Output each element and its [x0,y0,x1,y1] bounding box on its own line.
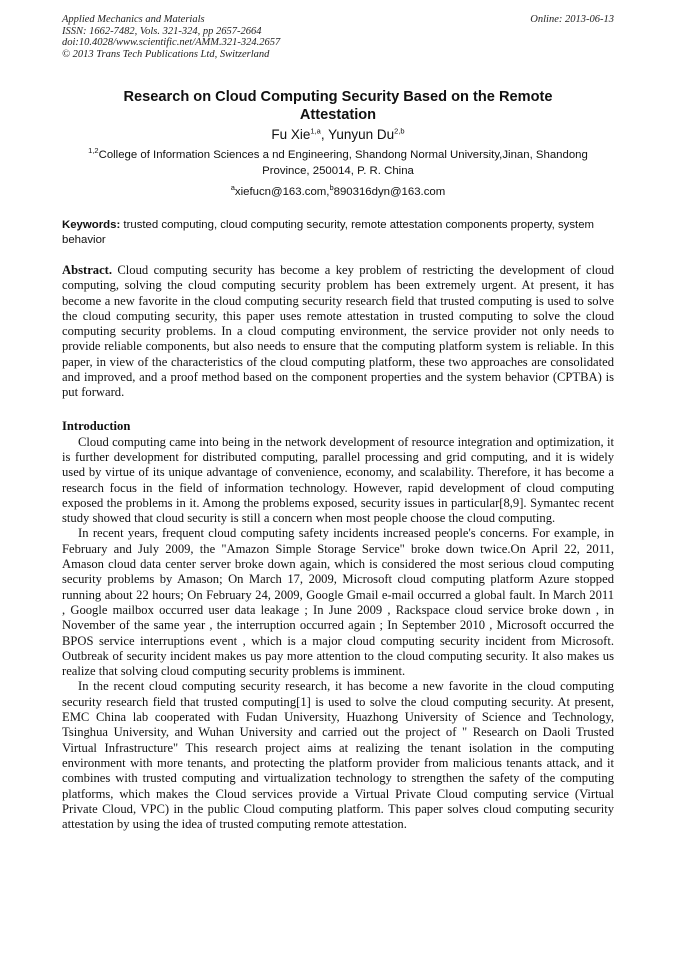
affiliation [62,148,614,179]
affiliation-sup: 1,2 [88,146,99,156]
author-separator: , [320,127,329,142]
paper-title [62,88,614,124]
abstract [62,263,614,401]
journal-header [62,14,614,60]
journal-issn: ISSN: 1662-7482, Vols. 321-324, pp 2657-2664 [62,25,262,37]
paper-title-line2: Attestation [299,107,377,123]
email-b-sup: b [329,183,334,193]
introduction-body [62,435,614,833]
keywords-text: trusted computing, cloud computing security, remote attestation components property, system behavior [62,219,595,246]
paper-title-line1: Research on Cloud Computing Security Based on the Remote [123,89,553,105]
email-b: 890316dyn@163.com [333,186,446,198]
journal-name: Applied Mechanics and Materials [62,14,205,25]
email-a-sup: a [230,183,235,193]
keywords-label: Keywords: [62,219,121,231]
author-2: Yunyun Du [328,127,395,142]
author-emails [62,185,614,200]
author-1: Fu Xie [271,127,311,142]
paper-page [62,14,614,832]
journal-doi: doi:10.4028/www.scientific.net/AMM.321-324.2657 [62,37,281,48]
online-date: Online: 2013-06-13 [530,14,614,25]
journal-copyright: © 2013 Trans Tech Publications Ltd, Switzerland [62,48,270,60]
abstract-text: Cloud computing security has become a key problem of restricting the development of cloud computing, solving the cloud computing security problem has been extremely urgent. At present, it has become a new favorite in the cloud computing security research field that trusted computing is used to solve the cloud computing security, this paper uses remote attestation in trusted computing to solve the cloud computing security problems. In a cloud computing environment, the service provider not only needs to provide reliable components, but also needs to ensure that the computing platform system is reliable. In this paper, in view of the characteristics of the cloud computing platform, these two approaches are consolidated and improved, and a proof method based on the component properties and the system behavior (CPTBA) is put forward. [62,263,614,400]
intro-paragraph-2: In recent years, frequent cloud computing safety incidents increased people's concerns. For example, in February and July 2009, the "Amazon Simple Storage Service" broke down twice.On April 22, 2011, Amason cloud data center server broke down again, which is considered the most serious cloud computing security problems by Amason; On March 17, 2009, Microsoft cloud computing platform Azure stopped running about 22 hours; On February 24, 2009, Google Gmail e-mail occurred a global fault. In March 2011 , Google mailbox occurred user data leakage ; In June 2009 , Rackspace cloud service broke down , in November of the same year , the interruption occurred again ; In September 2010 , Microsoft occurred the BPOS service interruptions event , which is a major cloud computing security incident from Microsoft. Outbreak of security incident makes us pay more attention to the cloud computing security. It also makes us realize that solving cloud computing security problems is imminent. [62,526,614,679]
paper-authors [62,126,614,144]
author-1-sup: 1,a [310,126,321,136]
keywords [62,218,614,248]
intro-paragraph-3: In the recent cloud computing security research, it has become a new favorite in the cloud computing security research field that trusted computing[1] is used to solve the cloud computing security. At present, EMC China lab cooperated with Fudan University, Huazhong University of Science and Technology, Tsinghua University, and Wuhan University and carried out the project of " Research on Daoli Trusted Virtual Infrastructure" This research project aims at realizing the tenant isolation in the computing environment with more tenants, and protecting the platform provider from malicious tenants attack, and it combines with trusted computing and virtualization technology to strengthen the safety of the computing platforms, which makes the Cloud services provide a Virtual Private Cloud computing service (Virtual Private Cloud, VPC) in the public Cloud computing platform. This paper solves cloud computing security attestation by using the idea of trusted computing remote attestation. [62,679,614,832]
affiliation-line1: College of Information Sciences a nd Engineering, Shandong Normal University,Jinan, Shandong [98,149,588,161]
intro-paragraph-1: Cloud computing came into being in the network development of resource integration and optimization, it is further development for distributed computing, parallel processing and grid computing, and it is widely used by virtue of its unique advantage of convenience, economy, and scalability. Therefore, it has become a research focus in the field of information technology. However, rapid development of cloud computing exposed the problems in it. Among the problems exposed, security issues in particular[8,9]. Symantec recent study showed that cloud security is still a concern when most people choose the cloud computing. [62,434,614,526]
email-a: xiefucn@163.com, [234,186,330,198]
author-2-sup: 2,b [394,126,405,136]
affiliation-line2: Province, 250014, P. R. China [262,164,414,177]
abstract-label: Abstract. [62,263,113,277]
section-title-introduction: Introduction [62,418,131,433]
